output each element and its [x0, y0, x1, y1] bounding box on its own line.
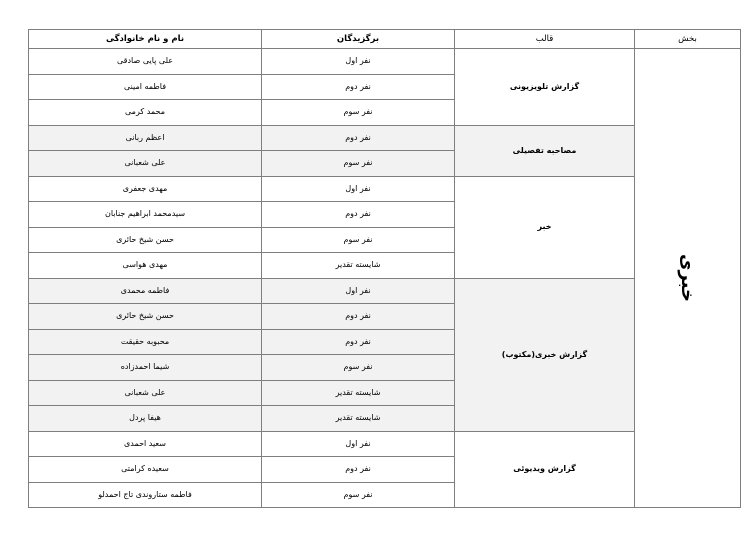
name-cell: حسن شیخ حائری — [29, 304, 262, 330]
rank-cell: نفر سوم — [262, 482, 455, 508]
table-body — [29, 49, 741, 508]
name-cell: سعیده کرامتی — [29, 457, 262, 483]
format-cell: گزارش ویدیوئی — [455, 431, 635, 508]
format-cell: گزارش تلویزیونی — [455, 49, 635, 126]
name-cell: شیما احمدزاده — [29, 355, 262, 381]
rank-cell: نفر اول — [262, 278, 455, 304]
header-name: نام و نام خانوادگی — [29, 30, 262, 49]
name-cell: علی شعبانی — [29, 151, 262, 177]
rank-cell: نفر دوم — [262, 74, 455, 100]
rank-cell: نفر سوم — [262, 151, 455, 177]
name-cell: مهدی هواسی — [29, 253, 262, 279]
rank-cell: نفر سوم — [262, 355, 455, 381]
rank-cell: شایسته تقدیر — [262, 253, 455, 279]
name-cell: محبوبه حقیقت — [29, 329, 262, 355]
rank-cell: شایسته تقدیر — [262, 406, 455, 432]
name-cell: حسن شیخ حائری — [29, 227, 262, 253]
name-cell: سیدمحمد ابراهیم جنابان — [29, 202, 262, 228]
name-cell: فاطمه محمدی — [29, 278, 262, 304]
rank-cell: نفر اول — [262, 431, 455, 457]
format-cell: گزارش خبری(مکتوب) — [455, 278, 635, 431]
name-cell: اعظم ربانی — [29, 125, 262, 151]
section-label: خبری — [677, 253, 699, 303]
rank-cell: نفر دوم — [262, 125, 455, 151]
rank-cell: نفر دوم — [262, 329, 455, 355]
format-cell: خبر — [455, 176, 635, 278]
name-cell: هیفا پردل — [29, 406, 262, 432]
name-cell: مهدی جعفری — [29, 176, 262, 202]
name-cell: فاطمه ستاروندی تاج احمدلو — [29, 482, 262, 508]
rank-cell: نفر سوم — [262, 100, 455, 126]
rank-cell: نفر دوم — [262, 202, 455, 228]
header-section: بخش — [635, 30, 741, 49]
table-row — [29, 49, 741, 75]
header-format: قالب — [455, 30, 635, 49]
rank-cell: نفر اول — [262, 176, 455, 202]
name-cell: سعید احمدی — [29, 431, 262, 457]
rank-cell: نفر دوم — [262, 457, 455, 483]
awards-table — [28, 29, 741, 508]
name-cell: فاطمه امینی — [29, 74, 262, 100]
rank-cell: نفر اول — [262, 49, 455, 75]
rank-cell: شایسته تقدیر — [262, 380, 455, 406]
rank-cell: نفر سوم — [262, 227, 455, 253]
format-cell: مصاحبه تفصیلی — [455, 125, 635, 176]
name-cell: محمد کرمی — [29, 100, 262, 126]
header-row — [29, 30, 741, 49]
rank-cell: نفر دوم — [262, 304, 455, 330]
name-cell: علی پایی صادقی — [29, 49, 262, 75]
header-rank: برگزیدگان — [262, 30, 455, 49]
section-cell — [635, 49, 741, 508]
name-cell: علی شعبانی — [29, 380, 262, 406]
